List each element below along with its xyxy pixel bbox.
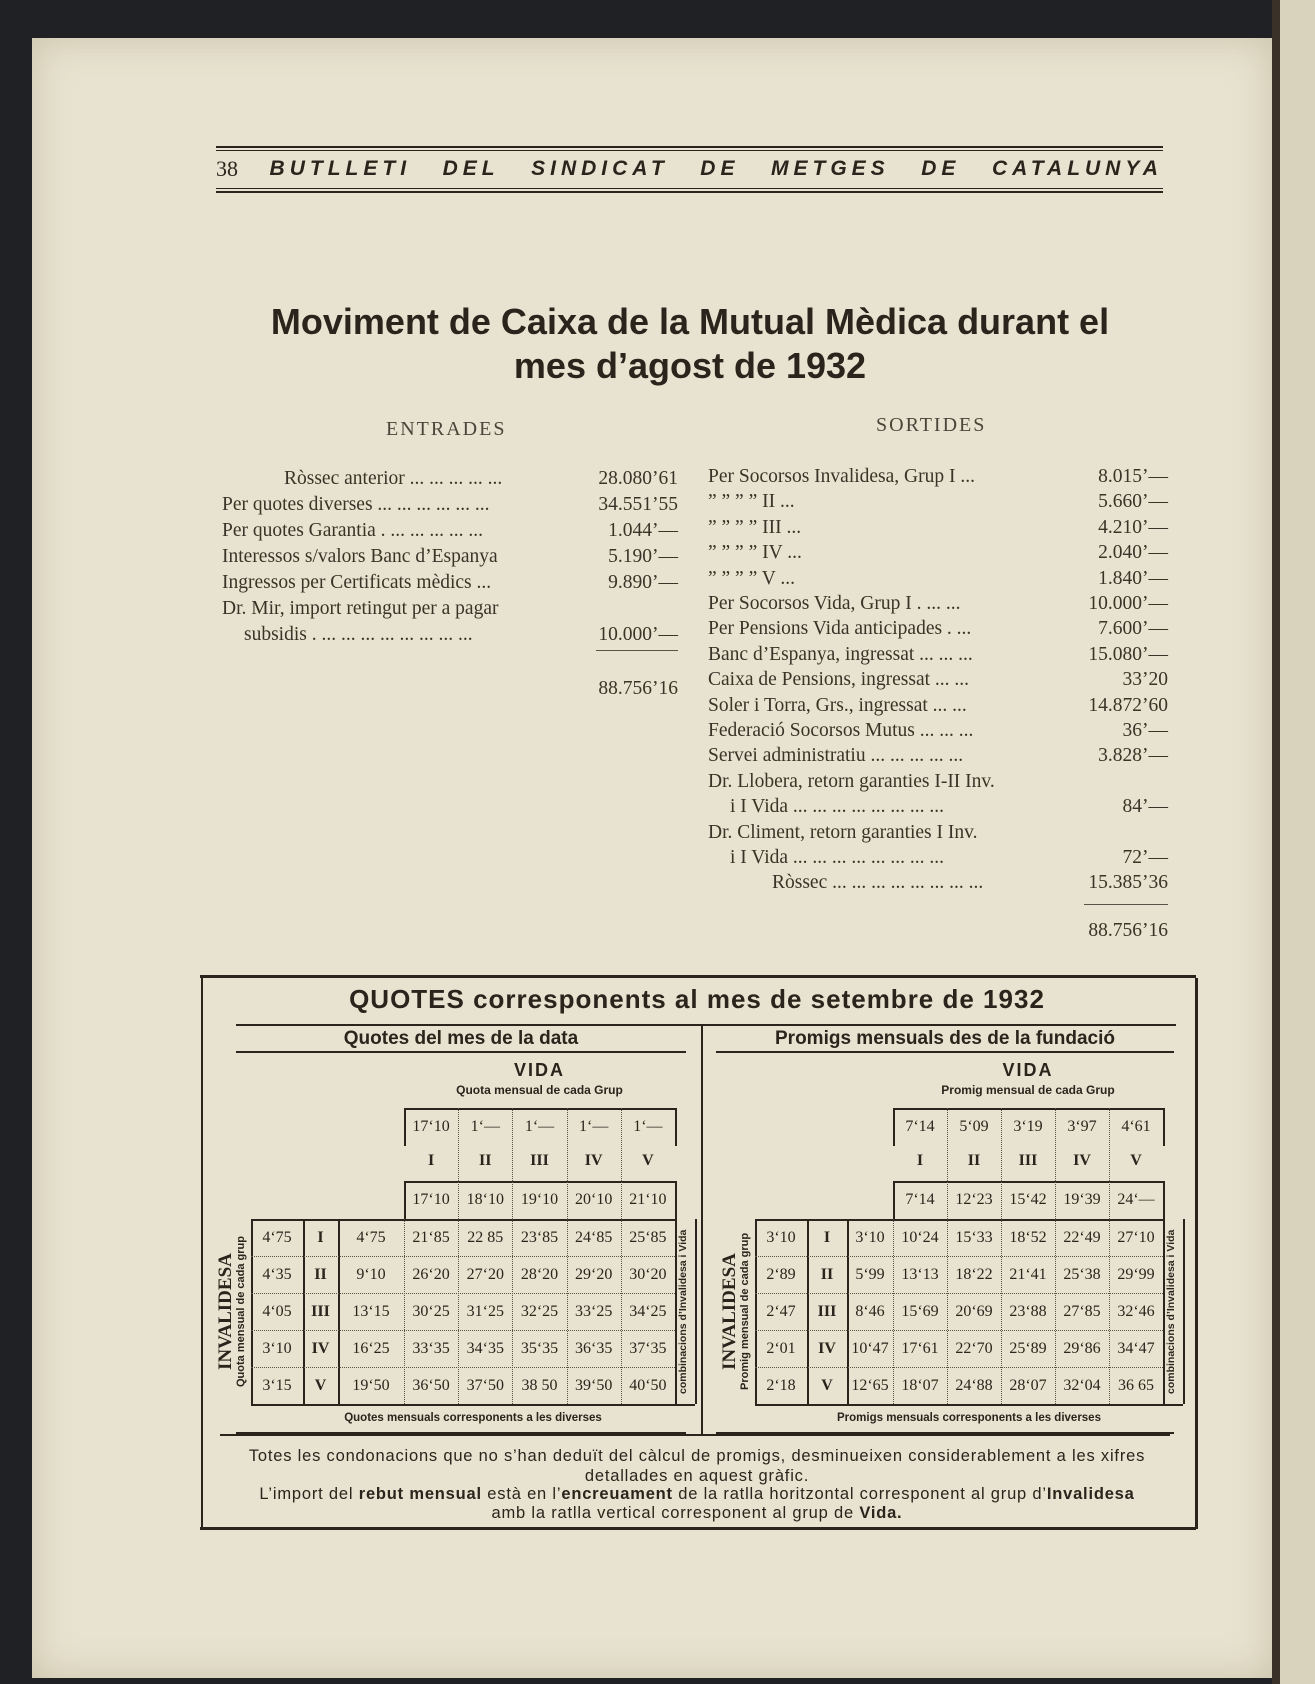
combination-cell: 18‘22 <box>955 1266 993 1283</box>
grid-bottom-rule <box>755 1404 1183 1406</box>
combination-cell: 32‘04 <box>1063 1377 1101 1394</box>
panel-subtitle: Promigs mensuals des de la fundació <box>775 1028 1115 1049</box>
vida-heading: VIDA <box>1002 1060 1054 1080</box>
note-text: L’import del <box>259 1485 354 1503</box>
sortides-row-amount: 15.385’36 <box>1088 872 1168 894</box>
note-import <box>201 1484 1193 1504</box>
sortides-row-amount: 14.872’60 <box>1088 694 1168 716</box>
combination-cell: 10‘24 <box>901 1229 939 1246</box>
grid-row-divider <box>755 1367 1163 1368</box>
combination-cell: 21‘41 <box>1009 1266 1047 1283</box>
combinations-label: combinacions d’Invalidesa i Vida <box>677 1229 689 1394</box>
entrades-total: 88.756’16 <box>598 678 678 699</box>
vida-col-divider <box>621 1108 622 1219</box>
grid-row-divider <box>755 1330 1163 1331</box>
entrades-row-label: Dr. Mir, import retingut per a pagar <box>222 598 499 619</box>
header-rule-top <box>216 146 1163 148</box>
grid-bottom-rule <box>251 1404 695 1406</box>
vida-col-divider <box>567 1108 568 1219</box>
header-rule-bottom-thin <box>216 188 1163 189</box>
entrades-row-label: subsidis . ... ... ... ... ... ... ... ... <box>244 624 473 645</box>
header-word: DEL <box>442 157 500 180</box>
combination-cell: 36 65 <box>1118 1377 1154 1394</box>
vida-group-cell: I <box>427 1152 435 1169</box>
sortides-total: 88.756’16 <box>1088 920 1168 941</box>
sortides-row-label: ” ” ” ” V ... <box>708 567 795 589</box>
combination-cell: 3‘10 <box>855 1229 885 1246</box>
panel-subtitle-rule <box>716 1051 1174 1053</box>
grid-col-divider <box>1109 1219 1110 1404</box>
combination-cell: 22‘49 <box>1063 1229 1101 1246</box>
note-bold: rebut mensual <box>358 1485 482 1503</box>
combination-cell: 34‘47 <box>1117 1340 1155 1357</box>
vida-rule <box>893 1108 1163 1110</box>
vida-quota-cell: 3‘19 <box>1013 1118 1043 1135</box>
grid-row-divider <box>755 1293 1163 1294</box>
vida-col-divider <box>512 1108 513 1219</box>
vida-quota-cell: 5‘09 <box>959 1118 989 1135</box>
invalidesa-quota-cell: 2‘18 <box>766 1377 796 1394</box>
sortides-row-amount: 2.040’— <box>1098 542 1168 564</box>
combination-cell: 18‘52 <box>1009 1229 1047 1246</box>
vida-quota-cell: 1‘— <box>524 1118 555 1135</box>
combination-cell: 36‘50 <box>412 1377 450 1394</box>
combination-cell: 28‘20 <box>520 1266 559 1283</box>
grid-row-divider <box>251 1330 675 1331</box>
quotes-title-rule <box>236 1024 1176 1026</box>
grid-rule <box>695 1219 697 1404</box>
invalidesa-quota-cell: 2‘89 <box>766 1266 796 1283</box>
combination-cell: 16‘25 <box>352 1340 390 1357</box>
vida-quota-cell: 7‘14 <box>905 1118 935 1135</box>
combination-cell: 18‘07 <box>901 1377 939 1394</box>
vida-quota-cell: 1‘— <box>579 1118 609 1135</box>
vida-sum-cell: 21‘10 <box>629 1191 667 1208</box>
binding-shadow <box>1272 0 1280 1684</box>
sortides-row-amount: 84’— <box>1122 796 1168 818</box>
invalidesa-quota-cell: 2‘47 <box>766 1303 796 1320</box>
sortides-row-label: Per Socorsos Invalidesa, Grup I ... <box>708 466 975 487</box>
combination-cell: 15‘69 <box>901 1303 939 1320</box>
entrades-row-label: Ingressos per Certificats mèdics ... <box>222 572 492 593</box>
sortides-row-label: Soler i Torra, Grs., ingressat ... ... <box>708 694 967 716</box>
vida-subheading: Quota mensual de cada Grup <box>456 1083 623 1097</box>
combination-cell: 38 50 <box>521 1377 558 1394</box>
combination-cell: 10‘47 <box>851 1340 889 1357</box>
invalidesa-quota-cell: 4‘05 <box>262 1303 292 1320</box>
sortides-row-label: Banc d’Espanya, ingressat ... ... ... <box>708 643 973 665</box>
entrades-row-label: Interessos s/valors Banc d’Espanya <box>222 546 498 567</box>
sortides-row-amount: 1.840’— <box>1098 567 1168 589</box>
vida-col-divider <box>1055 1108 1056 1219</box>
vida-quota-cell: 17‘10 <box>412 1118 450 1135</box>
invalidesa-quota-cell: 3‘15 <box>262 1377 292 1394</box>
combination-cell: 36‘35 <box>575 1340 613 1357</box>
entrades-total-rule <box>596 650 678 651</box>
header-word: BUTLLETI <box>269 157 412 180</box>
combination-cell: 32‘25 <box>520 1303 559 1320</box>
entrades-row-label: Ròssec anterior ... ... ... ... ... <box>284 468 503 489</box>
combination-cell: 13‘13 <box>901 1266 939 1283</box>
grid-col-divider <box>567 1219 568 1404</box>
entrades-row-label: Per quotes Garantia . ... ... ... ... ... <box>222 520 484 541</box>
sortides-row-label: ” ” ” ” III ... <box>708 516 802 538</box>
combination-cell: 26‘20 <box>412 1266 450 1283</box>
combination-cell: 30‘25 <box>412 1303 450 1320</box>
page-number: 38 <box>216 156 238 181</box>
grid-col-divider <box>1001 1219 1002 1404</box>
invalidesa-sublabel: Promig mensual de cada grup <box>739 1232 751 1391</box>
vida-group-cell: II <box>479 1152 492 1169</box>
combination-cell: 29‘99 <box>1117 1266 1155 1283</box>
combination-cell: 33‘35 <box>412 1340 450 1357</box>
grid-col-divider <box>893 1219 894 1404</box>
invalidesa-group-cell: V <box>314 1377 327 1394</box>
combination-cell: 24‘85 <box>575 1229 613 1246</box>
invalidesa-group-cell: IV <box>818 1340 836 1357</box>
vida-group-cell: III <box>530 1152 549 1169</box>
vida-quota-cell: 3‘97 <box>1067 1118 1097 1135</box>
invalidesa-quota-cell: 4‘75 <box>262 1229 292 1246</box>
vida-group-cell: III <box>1018 1152 1038 1169</box>
grid-footer: Promigs mensuals corresponents a les diverses <box>837 1412 1101 1424</box>
vida-sum-cell: 20‘10 <box>575 1191 613 1208</box>
vida-col-divider <box>1109 1108 1110 1219</box>
sortides-row-amount: 10.000’— <box>1088 593 1168 614</box>
sortides-row-label: Servei administratiu ... ... ... ... ... <box>708 745 964 767</box>
grid-top-rule <box>755 1219 1163 1221</box>
combination-cell: 15‘33 <box>955 1229 993 1246</box>
header-word: DE <box>921 157 961 180</box>
entrades-row-amount: 10.000’— <box>598 624 678 645</box>
sortides-row-amount: 15.080’— <box>1088 643 1168 665</box>
invalidesa-label: INVALIDESA <box>719 1253 740 1370</box>
page-title <box>200 300 1180 388</box>
combination-cell: 30‘20 <box>629 1266 667 1283</box>
quotes-box-bottom-rule <box>200 1527 1196 1530</box>
sortides-row-label: Ròssec ... ... ... ... ... ... ... ... <box>772 872 984 894</box>
combination-cell: 23‘88 <box>1009 1303 1047 1320</box>
combination-cell: 27‘20 <box>466 1266 504 1283</box>
invalidesa-group-cell: I <box>317 1229 324 1246</box>
combination-cell: 13‘15 <box>352 1303 390 1320</box>
vida-group-cell: V <box>642 1152 654 1169</box>
combination-cell: 12‘65 <box>851 1377 889 1394</box>
note-bold: encreuament <box>561 1485 673 1503</box>
vida-subheading: Promig mensual de cada Grup <box>941 1083 1115 1097</box>
vida-sum-cell: 17‘10 <box>412 1191 450 1208</box>
grid-footer: Quotes mensuals corresponents a les diverses <box>344 1412 602 1424</box>
sortides-row-label: i I Vida ... ... ... ... ... ... ... ... <box>730 847 945 868</box>
invalidesa-group-cell: I <box>823 1229 831 1246</box>
note-text: està en l’ <box>487 1485 562 1503</box>
vida-col-divider <box>947 1108 948 1219</box>
invalidesa-quota-cell: 3‘10 <box>766 1229 796 1246</box>
grid-row-divider <box>251 1256 675 1257</box>
combination-cell: 40‘50 <box>629 1377 667 1394</box>
sortides-row-amount: 33’20 <box>1122 669 1168 691</box>
vida-rule <box>1163 1108 1165 1146</box>
combination-cell: 27‘85 <box>1063 1303 1101 1320</box>
sortides-row-label: Per Socorsos Vida, Grup I . ... ... <box>708 593 961 614</box>
header-rule-bottom <box>216 191 1163 193</box>
header-word: CATALUNYA <box>991 157 1163 180</box>
sortides-row-label: Federació Socorsos Mutus ... ... ... <box>708 720 974 741</box>
vida-col-divider <box>1001 1108 1002 1219</box>
vida-sum-cell: 19‘39 <box>1063 1191 1101 1208</box>
combination-cell: 20‘69 <box>955 1303 993 1320</box>
vida-rule <box>675 1108 677 1146</box>
grid-col-divider <box>947 1219 948 1404</box>
note-import-2 <box>201 1503 1193 1523</box>
header-word: DE <box>700 157 740 180</box>
vida-rule <box>404 1181 675 1183</box>
vida-rule <box>404 1108 675 1110</box>
combination-cell: 27‘10 <box>1117 1229 1155 1246</box>
combination-cell: 35‘35 <box>520 1340 559 1357</box>
combination-cell: 19‘50 <box>352 1377 390 1394</box>
invalidesa-quota-cell: 3‘10 <box>262 1340 292 1357</box>
vida-sum-cell: 7‘14 <box>905 1191 935 1208</box>
grid-col-divider <box>458 1219 459 1404</box>
sortides-row-amount: 36’— <box>1122 720 1168 741</box>
vida-heading: VIDA <box>513 1060 565 1080</box>
notes-rule <box>220 1434 1170 1436</box>
combination-cell: 22‘70 <box>955 1340 993 1357</box>
sortides-row-label: Per Pensions Vida anticipades . ... <box>708 618 972 640</box>
vida-sum-cell: 18‘10 <box>466 1191 504 1208</box>
vida-quota-cell: 1‘— <box>470 1118 500 1135</box>
title-line-1: Moviment de Caixa de la Mutual Mèdica durant el <box>270 301 1110 342</box>
sortides-row-amount: 8.015’— <box>1098 466 1168 487</box>
header-rule-top-thin <box>216 150 1163 151</box>
vida-group-cell: II <box>967 1152 981 1169</box>
panel-subtitle: Quotes del mes de la data <box>343 1028 579 1049</box>
sortides-row-amount: 5.660’— <box>1098 491 1168 513</box>
sortides-row-label: Dr. Climent, retorn garanties I Inv. <box>708 821 978 843</box>
combination-cell: 29‘86 <box>1063 1340 1101 1357</box>
sortides-row-label: Caixa de Pensions, ingressat ... ... <box>708 669 970 691</box>
vida-sum-cell: 12‘23 <box>955 1191 993 1208</box>
grid-rule <box>1183 1219 1185 1404</box>
title-line-2: mes d’agost de 1932 <box>513 345 867 386</box>
entrades-heading: ENTRADES <box>386 418 507 440</box>
note-text: amb la ratlla vertical corresponent al grup de <box>491 1504 854 1522</box>
entrades-row-amount: 1.044’— <box>608 520 678 541</box>
invalidesa-group-cell: II <box>820 1266 834 1283</box>
combination-cell: 5‘99 <box>855 1266 885 1283</box>
vida-group-cell: V <box>1130 1152 1142 1169</box>
vida-col-divider <box>458 1108 459 1219</box>
sortides-row-label: Dr. Llobera, retorn garanties I-II Inv. <box>708 770 995 792</box>
header-word: SINDICAT <box>531 157 669 180</box>
sortides-row-amount: 3.828’— <box>1098 745 1168 767</box>
sortides-row-label: ” ” ” ” II ... <box>708 491 795 513</box>
grid-col-divider <box>1055 1219 1056 1404</box>
vida-rule <box>893 1181 1163 1183</box>
entrades-row-amount: 34.551’55 <box>598 494 678 515</box>
combination-cell: 21‘85 <box>412 1229 450 1246</box>
invalidesa-quota-cell: 4‘35 <box>262 1266 292 1283</box>
grid-row-divider <box>251 1293 675 1294</box>
grid-col-divider <box>512 1219 513 1404</box>
invalidesa-group-cell: IV <box>311 1340 330 1357</box>
note-bold: Vida. <box>859 1504 903 1522</box>
sortides-heading: SORTIDES <box>876 414 987 436</box>
vida-sum-cell: 15‘42 <box>1009 1191 1047 1208</box>
entrades-row-label: Per quotes diverses ... ... ... ... ... ... <box>222 494 490 515</box>
combinations-label: combinacions d’Invalidesa i Vida <box>1165 1229 1177 1394</box>
invalidesa-label: INVALIDESA <box>215 1253 236 1370</box>
entrades-row-amount: 28.080’61 <box>598 468 678 489</box>
entrades-row-amount: 9.890’— <box>608 572 678 593</box>
combination-cell: 31‘25 <box>466 1303 504 1320</box>
combination-cell: 28‘07 <box>1009 1377 1047 1394</box>
grid-top-rule <box>251 1219 675 1221</box>
combination-cell: 29‘20 <box>575 1266 613 1283</box>
invalidesa-sublabel: Quota mensual de cada grup <box>235 1236 247 1387</box>
note-bold: Invalidesa <box>1046 1485 1135 1503</box>
invalidesa-group-cell: III <box>311 1303 330 1320</box>
sortides-row-amount: 7.600’— <box>1098 618 1168 640</box>
grid-col-divider <box>404 1219 405 1404</box>
invalidesa-quota-cell: 2‘01 <box>766 1340 796 1357</box>
combination-cell: 34‘35 <box>466 1340 504 1357</box>
combination-cell: 24‘88 <box>955 1377 993 1394</box>
quotes-title: QUOTES corresponents al mes de setembre de 1932 <box>349 984 1045 1014</box>
combination-cell: 22 85 <box>467 1229 504 1246</box>
combination-cell: 4‘75 <box>356 1229 386 1246</box>
sortides-row-label: ” ” ” ” IV ... <box>708 542 802 564</box>
header-word: METGES <box>771 157 890 180</box>
invalidesa-group-cell: II <box>314 1266 327 1283</box>
vida-sum-cell: 19‘10 <box>520 1191 559 1208</box>
invalidesa-group-cell: V <box>821 1377 833 1394</box>
vida-group-cell: IV <box>1073 1152 1091 1169</box>
combination-cell: 25‘38 <box>1063 1266 1101 1283</box>
invalidesa-group-cell: III <box>817 1303 837 1320</box>
combination-cell: 34‘25 <box>629 1303 667 1320</box>
sortides-row-amount: 72’— <box>1122 847 1168 868</box>
combination-cell: 8‘46 <box>855 1303 885 1320</box>
vida-group-cell: I <box>916 1152 924 1169</box>
combination-cell: 32‘46 <box>1117 1303 1155 1320</box>
note-text: de la ratlla horitzontal corresponent al grup d’ <box>678 1485 1047 1503</box>
running-header <box>216 154 1163 184</box>
combination-cell: 9‘10 <box>356 1266 386 1283</box>
vida-quota-cell: 1‘— <box>633 1118 663 1135</box>
grid-row-divider <box>251 1367 675 1368</box>
sortides-total-rule <box>1084 904 1168 905</box>
grid-row-divider <box>755 1256 1163 1257</box>
panel-subtitle-rule <box>236 1051 686 1053</box>
combination-cell: 37‘35 <box>629 1340 667 1357</box>
vida-group-cell: IV <box>584 1152 603 1169</box>
vida-quota-cell: 4‘61 <box>1121 1118 1151 1135</box>
vida-sum-cell: 24‘— <box>1117 1191 1155 1208</box>
combination-cell: 25‘89 <box>1009 1340 1047 1357</box>
combination-cell: 33‘25 <box>575 1303 613 1320</box>
entrades-row-amount: 5.190’— <box>608 546 678 567</box>
combination-cell: 23‘85 <box>520 1229 559 1246</box>
combination-cell: 37‘50 <box>466 1377 504 1394</box>
combination-cell: 25‘85 <box>629 1229 667 1246</box>
sortides-row-amount: 4.210’— <box>1098 516 1168 538</box>
grid-col-divider <box>621 1219 622 1404</box>
combination-cell: 17‘61 <box>901 1340 939 1357</box>
sortides-row-label: i I Vida ... ... ... ... ... ... ... ... <box>730 796 945 818</box>
combination-cell: 39‘50 <box>575 1377 613 1394</box>
note-condonacions: Totes les condonacions que no s’han deduït del càlcul de promigs, desminueixen considerablement a les xifres detallades en aquest gràfic. <box>248 1447 1146 1485</box>
